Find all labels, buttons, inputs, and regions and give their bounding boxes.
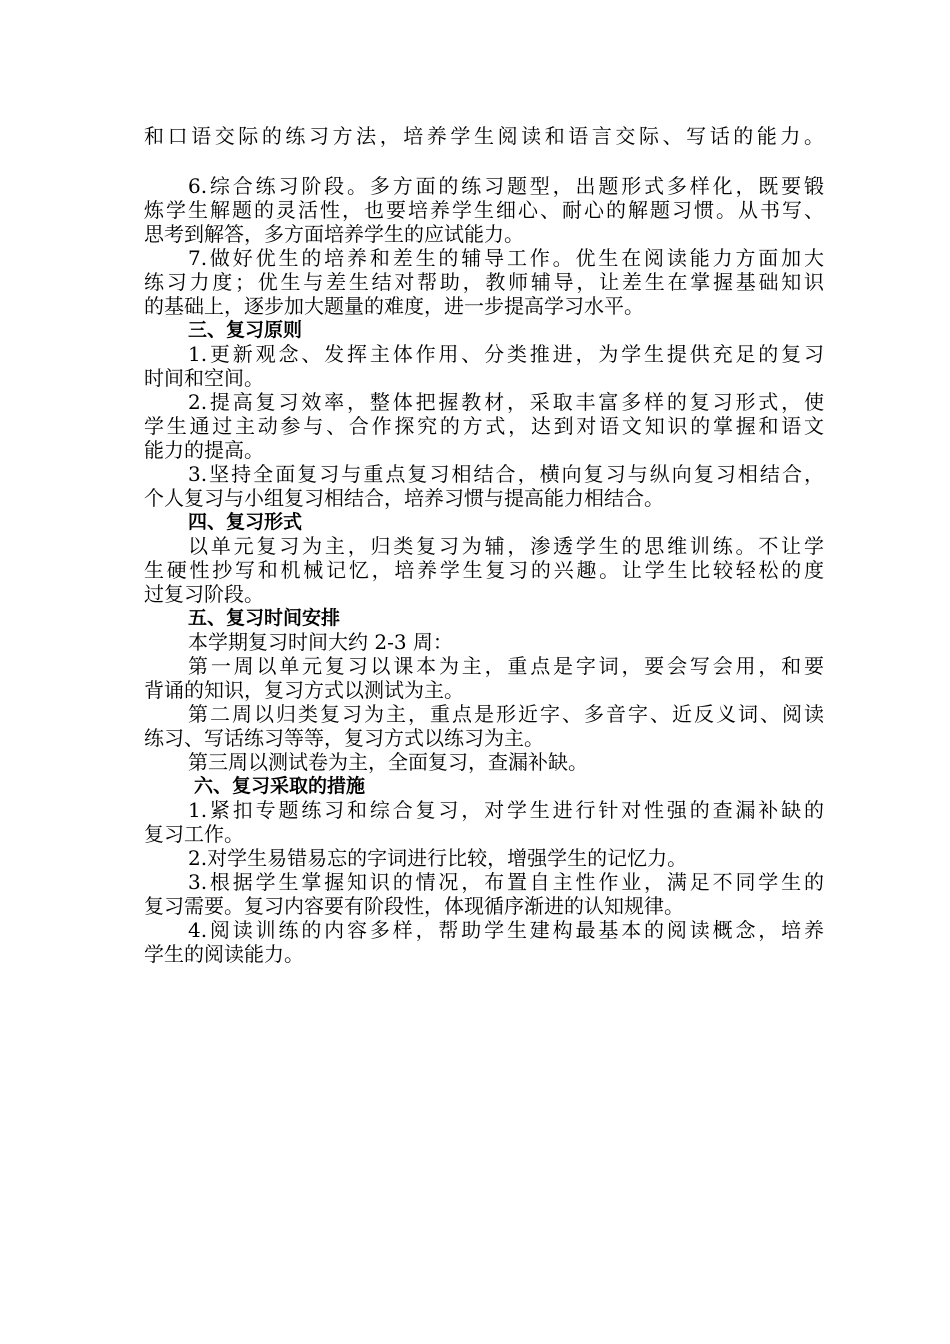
section-heading-5: 五、复习时间安排: [188, 607, 341, 629]
text-line: 4.阅读训练的内容多样，帮助学生建构最基本的阅读概念，培养: [188, 918, 824, 942]
text-line: 过复习阶段。: [144, 582, 264, 606]
text-line: 2.提高复习效率，整体把握教材，采取丰富多样的复习形式，使: [188, 390, 824, 414]
text-line: 学生通过主动参与、合作探究的方式，达到对语文知识的掌握和语文: [144, 414, 824, 438]
text-line: 能力的提高。: [144, 438, 264, 462]
text-line: 复习工作。: [144, 822, 244, 846]
text-line: 个人复习与小组复习相结合，培养习惯与提高能力相结合。: [144, 486, 664, 510]
text-line: 和口语交际的练习方法，培养学生阅读和语言交际、写话的能力。: [144, 124, 824, 148]
text-line: 练习、写话练习等等，复习方式以练习为主。: [144, 726, 544, 750]
text-line: 3.坚持全面复习与重点复习相结合，横向复习与纵向复习相结合，: [188, 462, 824, 486]
text-line: 学生的阅读能力。: [144, 942, 304, 966]
text-line: 3.根据学生掌握知识的情况，布置自主性作业，满足不同学生的: [188, 870, 824, 894]
text-line: 时间和空间。: [144, 366, 264, 390]
section-heading-6: 六、复习采取的措施: [194, 775, 366, 797]
text-line: 炼学生解题的灵活性，也要培养学生细心、耐心的解题习惯。从书写、: [144, 198, 824, 222]
section-heading-4: 四、复习形式: [188, 511, 303, 533]
text-line: 的基础上，逐步加大题量的难度，进一步提高学习水平。: [144, 294, 644, 318]
text-line: 第三周以测试卷为主，全面复习，查漏补缺。: [188, 750, 588, 774]
text-line: 本学期复习时间大约 2-3 周：: [188, 630, 453, 654]
text-line: 思考到解答，多方面培养学生的应试能力。: [144, 222, 524, 246]
item-7-line: 7.做好优生的培养和差生的辅导工作。优生在阅读能力方面加大: [188, 246, 824, 270]
paragraph-gap: [144, 148, 824, 174]
text-line: 第二周以归类复习为主，重点是形近字、多音字、近反义词、阅读: [188, 702, 824, 726]
text-line: 1.紧扣专题练习和综合复习，对学生进行针对性强的查漏补缺的: [188, 798, 824, 822]
text-line: 1.更新观念、发挥主体作用、分类推进，为学生提供充足的复习: [188, 342, 824, 366]
text-line: 以单元复习为主，归类复习为辅，渗透学生的思维训练。不让学: [188, 534, 824, 558]
item-6-line: 6.综合练习阶段。多方面的练习题型，出题形式多样化，既要锻: [188, 174, 824, 198]
text-line: 2.对学生易错易忘的字词进行比较，增强学生的记忆力。: [188, 846, 688, 870]
section-heading-3: 三、复习原则: [188, 319, 303, 341]
text-line: 练习力度；优生与差生结对帮助，教师辅导，让差生在掌握基础知识: [144, 270, 824, 294]
text-line: 复习需要。复习内容要有阶段性，体现循序渐进的认知规律。: [144, 894, 684, 918]
text-line: 第一周以单元复习以课本为主，重点是字词，要会写会用，和要: [188, 654, 824, 678]
text-line: 生硬性抄写和机械记忆，培养学生复习的兴趣。让学生比较轻松的度: [144, 558, 824, 582]
text-line: 背诵的知识，复习方式以测试为主。: [144, 678, 464, 702]
document-page: [144, 124, 824, 966]
